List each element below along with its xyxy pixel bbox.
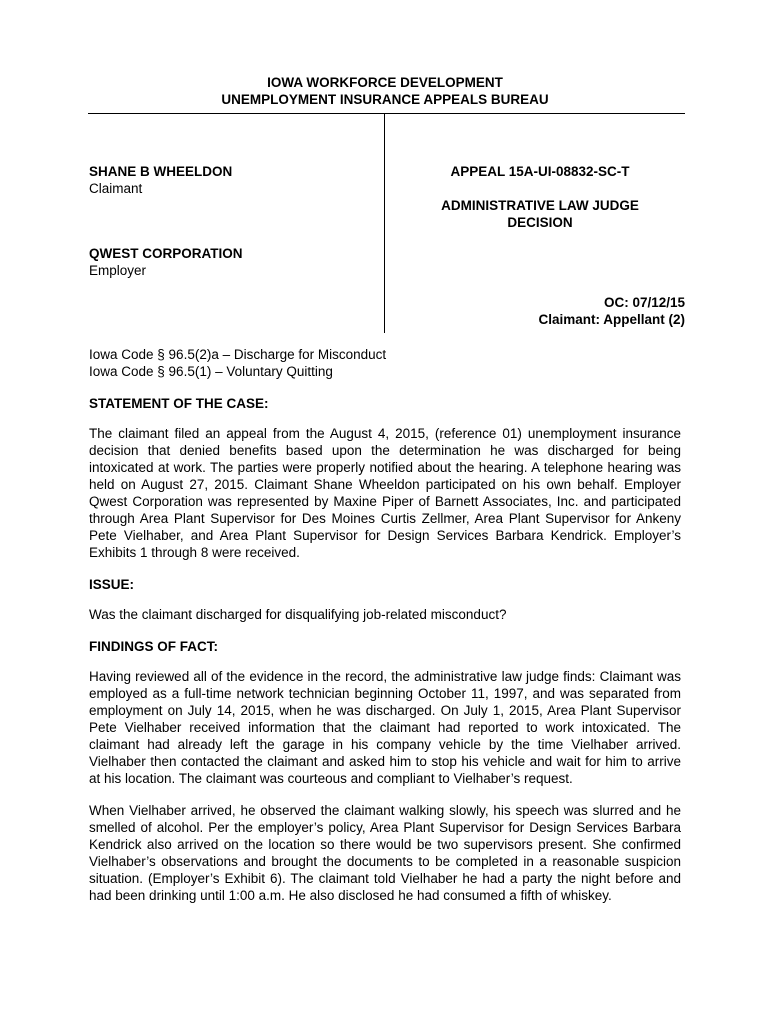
findings-paragraph-2: When Vielhaber arrived, he observed the claimant walking slowly, his speech was slurred and he smelled of alcohol. Per the employer’s policy, Area Plant Supervisor for Design Services Barbara Kendrick also arrived on the location so there would be two supervisors present. She confirmed Vielhaber’s observations and brought the documents to be completed in a reasonable suspicion situation. (Employer’s Exhibit 6). The claimant told Vielhaber he had a party the night before and had been drinking until 1:00 a.m. He also disclosed he had consumed a fifth of whiskey.: [89, 803, 681, 903]
code-reference: Iowa Code § 96.5(2)a – Discharge for Misconduct: [89, 347, 387, 362]
caption-vertical-rule: [384, 113, 385, 333]
statement-heading: STATEMENT OF THE CASE:: [89, 396, 269, 411]
code-reference: Iowa Code § 96.5(1) – Voluntary Quitting: [89, 364, 333, 379]
parties-block: [89, 163, 379, 279]
agency-header: [0, 74, 770, 108]
appellant-status: Claimant: Appellant (2): [538, 312, 685, 327]
oc-date: OC: 07/12/15: [603, 295, 685, 310]
caption-horizontal-rule: [88, 113, 685, 114]
employer-name: QWEST CORPORATION: [89, 246, 243, 261]
claimant-role: Claimant: [89, 181, 143, 196]
issue-heading: ISSUE:: [89, 577, 135, 592]
bureau-name: UNEMPLOYMENT INSURANCE APPEALS BUREAU: [221, 92, 549, 107]
oc-block: [538, 294, 685, 328]
code-references: [89, 346, 681, 380]
case-info-block: [395, 163, 685, 327]
employer-role: Employer: [89, 263, 147, 278]
findings-paragraph-1: Having reviewed all of the evidence in the record, the administrative law judge finds: Claimant was employed as a full-time network technician beginning October 11, 1997, and was separated from employment on July 14, 2015, when he was discharged. On July 1, 2015, Area Plant Supervisor Pete Vielhaber received information that the claimant had reported to work intoxicated. The claimant had already left the garage in his company vehicle by the time Vielhaber arrived. Vielhaber then contacted the claimant and asked him to stop his vehicle and wait for him to arrive at his location. The claimant was courteous and compliant to Vielhaber’s request.: [89, 669, 681, 786]
decision-body: [89, 346, 681, 919]
agency-name: IOWA WORKFORCE DEVELOPMENT: [267, 75, 503, 90]
decision-title: [395, 197, 685, 231]
claimant-name: SHANE B WHEELDON: [89, 164, 233, 179]
findings-heading: FINDINGS OF FACT:: [89, 639, 218, 654]
issue-paragraph: Was the claimant discharged for disqualifying job-related misconduct?: [89, 607, 507, 622]
decision-title-line-2: DECISION: [507, 215, 573, 230]
decision-title-line-1: ADMINISTRATIVE LAW JUDGE: [441, 198, 639, 213]
statement-paragraph: The claimant filed an appeal from the August 4, 2015, (reference 01) unemployment insurance decision that denied benefits based upon the determination he was discharged for being intoxicated at work. The parties were properly notified about the hearing. A telephone hearing was held on August 27, 2015. Claimant Shane Wheeldon participated on his own behalf. Employer Qwest Corporation was represented by Maxine Piper of Barnett Associates, Inc. and participated through Area Plant Supervisor for Des Moines Curtis Zellmer, Area Plant Supervisor for Ankeny Pete Vielhaber, and Area Plant Supervisor for Design Services Barbara Kendrick. Employer’s Exhibits 1 through 8 were received.: [89, 426, 681, 560]
appeal-number: APPEAL 15A-UI-08832-SC-T: [450, 164, 630, 179]
